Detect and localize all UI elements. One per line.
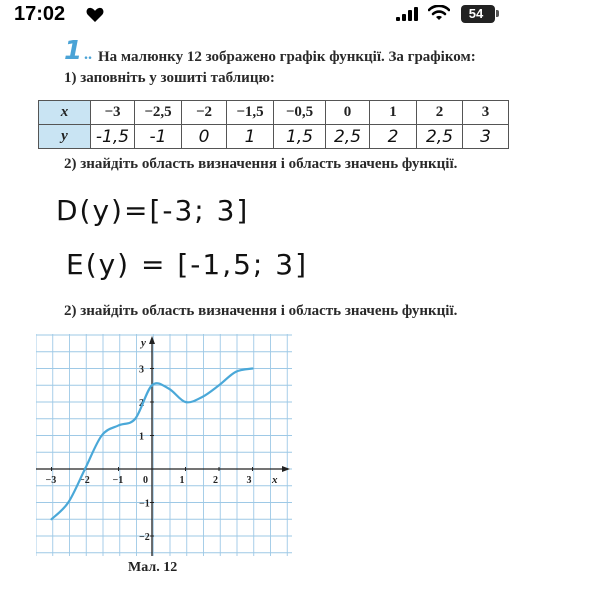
table-cell-x: 3	[463, 101, 509, 125]
table-row-x	[39, 101, 509, 125]
wifi-icon	[428, 5, 450, 21]
task-text-line-1: На малюнку 12 зображено графік функції. За графіком:	[98, 49, 476, 65]
task-text-line-3: 2) знайдіть область визначення і область значень функції.	[64, 156, 458, 172]
answer-range: E(y) = [-1,5; 3]	[66, 248, 308, 281]
x-tick-label: 3	[246, 475, 252, 486]
y-axis-label: y	[141, 337, 146, 349]
x-axis-label: x	[272, 474, 278, 486]
x-tick-label: 1	[179, 475, 185, 486]
battery-tip	[496, 10, 499, 17]
figure-caption: Мал. 12	[128, 560, 178, 575]
y-tick-label: 3	[139, 364, 144, 376]
table-cell-y: 2,5	[326, 125, 370, 149]
table-cell-y: 1	[227, 125, 274, 149]
table-cell-x: 2	[417, 101, 463, 125]
table-cell-y: 2	[370, 125, 417, 149]
function-graph	[36, 334, 292, 556]
x-axis-arrow	[282, 466, 290, 472]
task-number: 1	[64, 36, 83, 66]
table-cell-y: 3	[463, 125, 509, 149]
table-cell-y: 0	[182, 125, 227, 149]
task-text-line-4: 2) знайдіть область визначення і область значень функції.	[64, 303, 458, 319]
table-cell-y: 1,5	[274, 125, 326, 149]
x-tick-label: −3	[45, 475, 57, 486]
table-header-x: x	[39, 101, 91, 125]
y-tick-label: −2	[139, 532, 150, 543]
table-cell-y: 2,5	[417, 125, 463, 149]
table-cell-x: 1	[370, 101, 417, 125]
table-cell-x: −3	[91, 101, 135, 125]
table-header-y: y	[39, 125, 91, 149]
heart-icon	[86, 7, 104, 23]
table-cell-x: −1,5	[227, 101, 274, 125]
cellular-signal-icon	[396, 7, 418, 21]
x-tick-label: −1	[112, 475, 124, 486]
task-text-line-2: 1) заповніть у зошиті таблицю:	[64, 70, 275, 86]
value-table	[38, 100, 509, 149]
y-tick-label: 1	[139, 431, 144, 443]
answer-domain: D(y)=[-3; 3]	[56, 194, 250, 227]
origin-label: 0	[143, 475, 148, 486]
battery-icon	[461, 5, 495, 23]
table-cell-x: −2	[182, 101, 227, 125]
y-axis-arrow	[149, 336, 155, 344]
status-bar	[0, 0, 614, 30]
table-cell-y: -1,5	[91, 125, 135, 149]
status-time: 17:02	[14, 3, 66, 25]
table-cell-x: 0	[326, 101, 370, 125]
table-cell-y: -1	[135, 125, 182, 149]
table-row-y	[39, 125, 509, 149]
y-tick-label: 2	[139, 398, 144, 409]
y-tick-label: −1	[139, 498, 150, 510]
battery-level: 54	[468, 6, 484, 21]
table-cell-x: −0,5	[274, 101, 326, 125]
task-number-dots: ..	[84, 46, 92, 63]
x-tick-label: −2	[79, 475, 90, 486]
x-tick-label: 2	[213, 475, 218, 486]
table-cell-x: −2,5	[135, 101, 182, 125]
